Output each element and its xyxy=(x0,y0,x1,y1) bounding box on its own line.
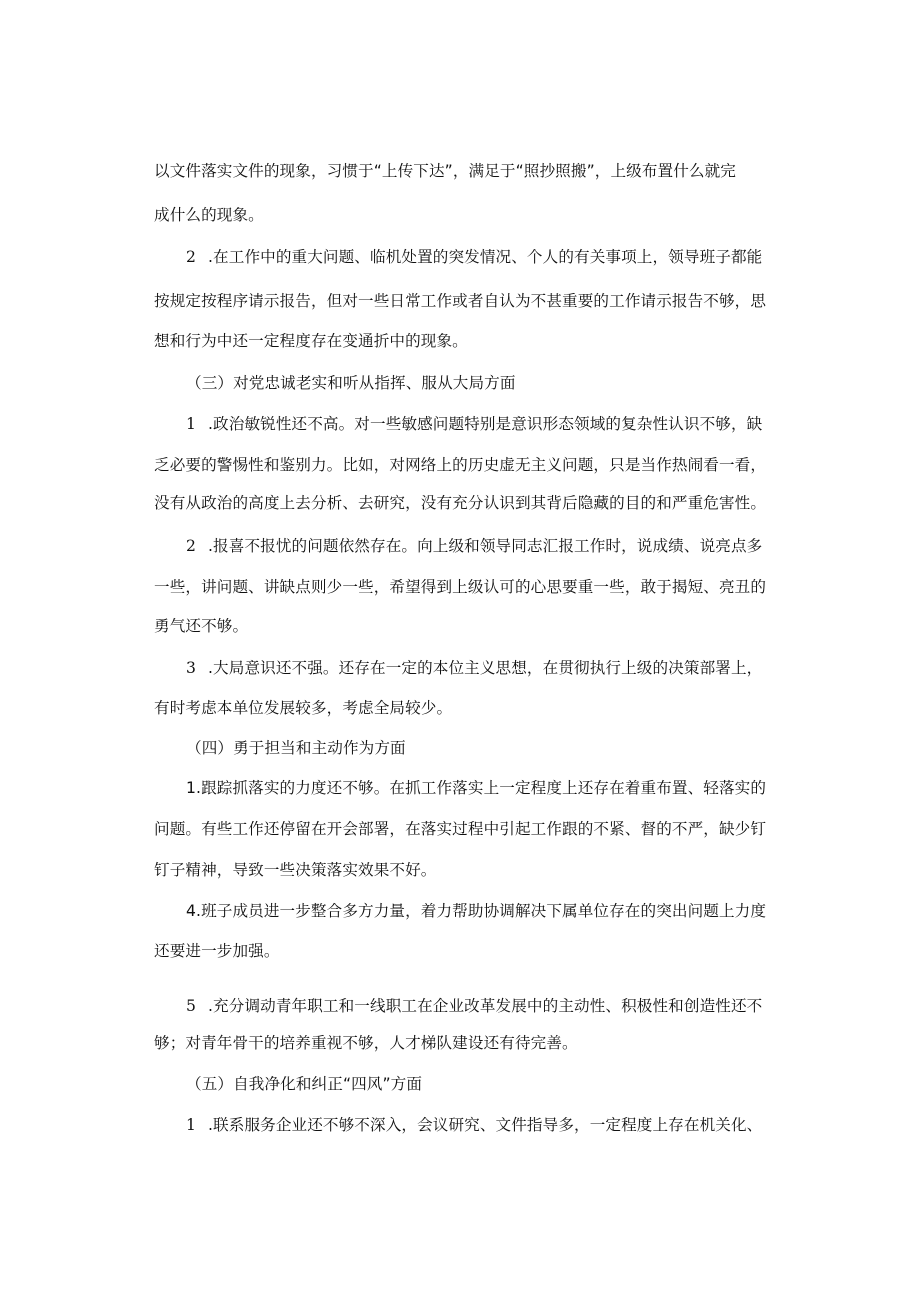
paragraph-line: 想和行为中还一定程度存在变通折中的现象。 xyxy=(154,332,468,350)
paragraph-text: .大局意识还不强。还存在一定的本位主义思想，在贯彻执行上级的决策部署上， xyxy=(208,659,763,677)
paragraph-line xyxy=(186,535,798,557)
paragraph-line: 乏必要的警惕性和鉴别力。比如，对网络上的历史虚无主义问题，只是当作热闹看一看， xyxy=(154,456,766,474)
section-heading: （三）对党忠诚老实和听从指挥、服从大局方面 xyxy=(186,374,516,392)
paragraph-line: 勇气还不够。 xyxy=(154,617,249,635)
paragraph-text: .报喜不报忧的问题依然存在。向上级和领导同志汇报工作时，说成绩、说亮点多 xyxy=(208,537,763,555)
section-heading: （五）自我净化和纠正“四风”方面 xyxy=(186,1075,423,1093)
paragraph-line: 没有从政治的高度上去分析、去研究，没有充分认识到其背后隐藏的目的和严重危害性。 xyxy=(154,494,766,512)
paragraph-line: 有时考虑本单位发展较多，考虑全局较少。 xyxy=(154,699,453,717)
paragraph-text: .充分调动青年职工和一线职工在企业改革发展中的主动性、积极性和创造性还不 xyxy=(208,997,763,1015)
paragraph-line: 一些，讲问题、讲缺点则少一些，希望得到上级认可的心思要重一些，敢于揭短、亮丑的 xyxy=(154,578,766,596)
paragraph-line: 1.跟踪抓落实的力度还不够。在抓工作落实上一定程度上还存在着重布置、轻落实的 xyxy=(186,779,767,797)
item-number: 5 xyxy=(186,997,197,1015)
paragraph-line xyxy=(186,246,798,268)
item-number: 1 xyxy=(186,415,197,433)
item-number: 1 xyxy=(186,1116,197,1134)
paragraph-line xyxy=(186,413,798,435)
item-number: 3 xyxy=(186,659,197,677)
paragraph-line: 以文件落实文件的现象，习惯于“上传下达”，满足于“照抄照搬”，上级布置什么就完 xyxy=(154,162,736,180)
paragraph-line xyxy=(186,995,798,1017)
paragraph-line: 还要进一步加强。 xyxy=(154,942,280,960)
paragraph-line: 4.班子成员进一步整合多方力量，着力帮助协调解决下属单位存在的突出问题上力度 xyxy=(186,902,767,920)
item-number: 2 xyxy=(186,248,197,266)
paragraph-line: 钉子精神，导致一些决策落实效果不好。 xyxy=(154,861,437,879)
paragraph-line: 成什么的现象。 xyxy=(154,206,264,224)
paragraph-line: 够；对青年骨干的培养重视不够，人才梯队建设还有待完善。 xyxy=(154,1034,578,1052)
item-number: 2 xyxy=(186,537,197,555)
paragraph-line: 按规定按程序请示报告，但对一些日常工作或者自认为不甚重要的工作请示报告不够，思 xyxy=(154,292,766,310)
paragraph-line xyxy=(186,1114,798,1136)
paragraph-text: .在工作中的重大问题、临机处置的突发情况、个人的有关事项上，领导班子都能 xyxy=(208,248,763,266)
section-heading: （四）勇于担当和主动作为方面 xyxy=(186,739,406,757)
paragraph-line xyxy=(186,657,798,679)
paragraph-line: 问题。有些工作还停留在开会部署，在落实过程中引起工作跟的不紧、督的不严，缺少钉 xyxy=(154,820,766,838)
paragraph-text: .联系服务企业还不够不深入，会议研究、文件指导多，一定程度上存在机关化、 xyxy=(208,1116,763,1134)
paragraph-text: .政治敏锐性还不高。对一些敏感问题特别是意识形态领域的复杂性认识不够，缺 xyxy=(208,415,763,433)
